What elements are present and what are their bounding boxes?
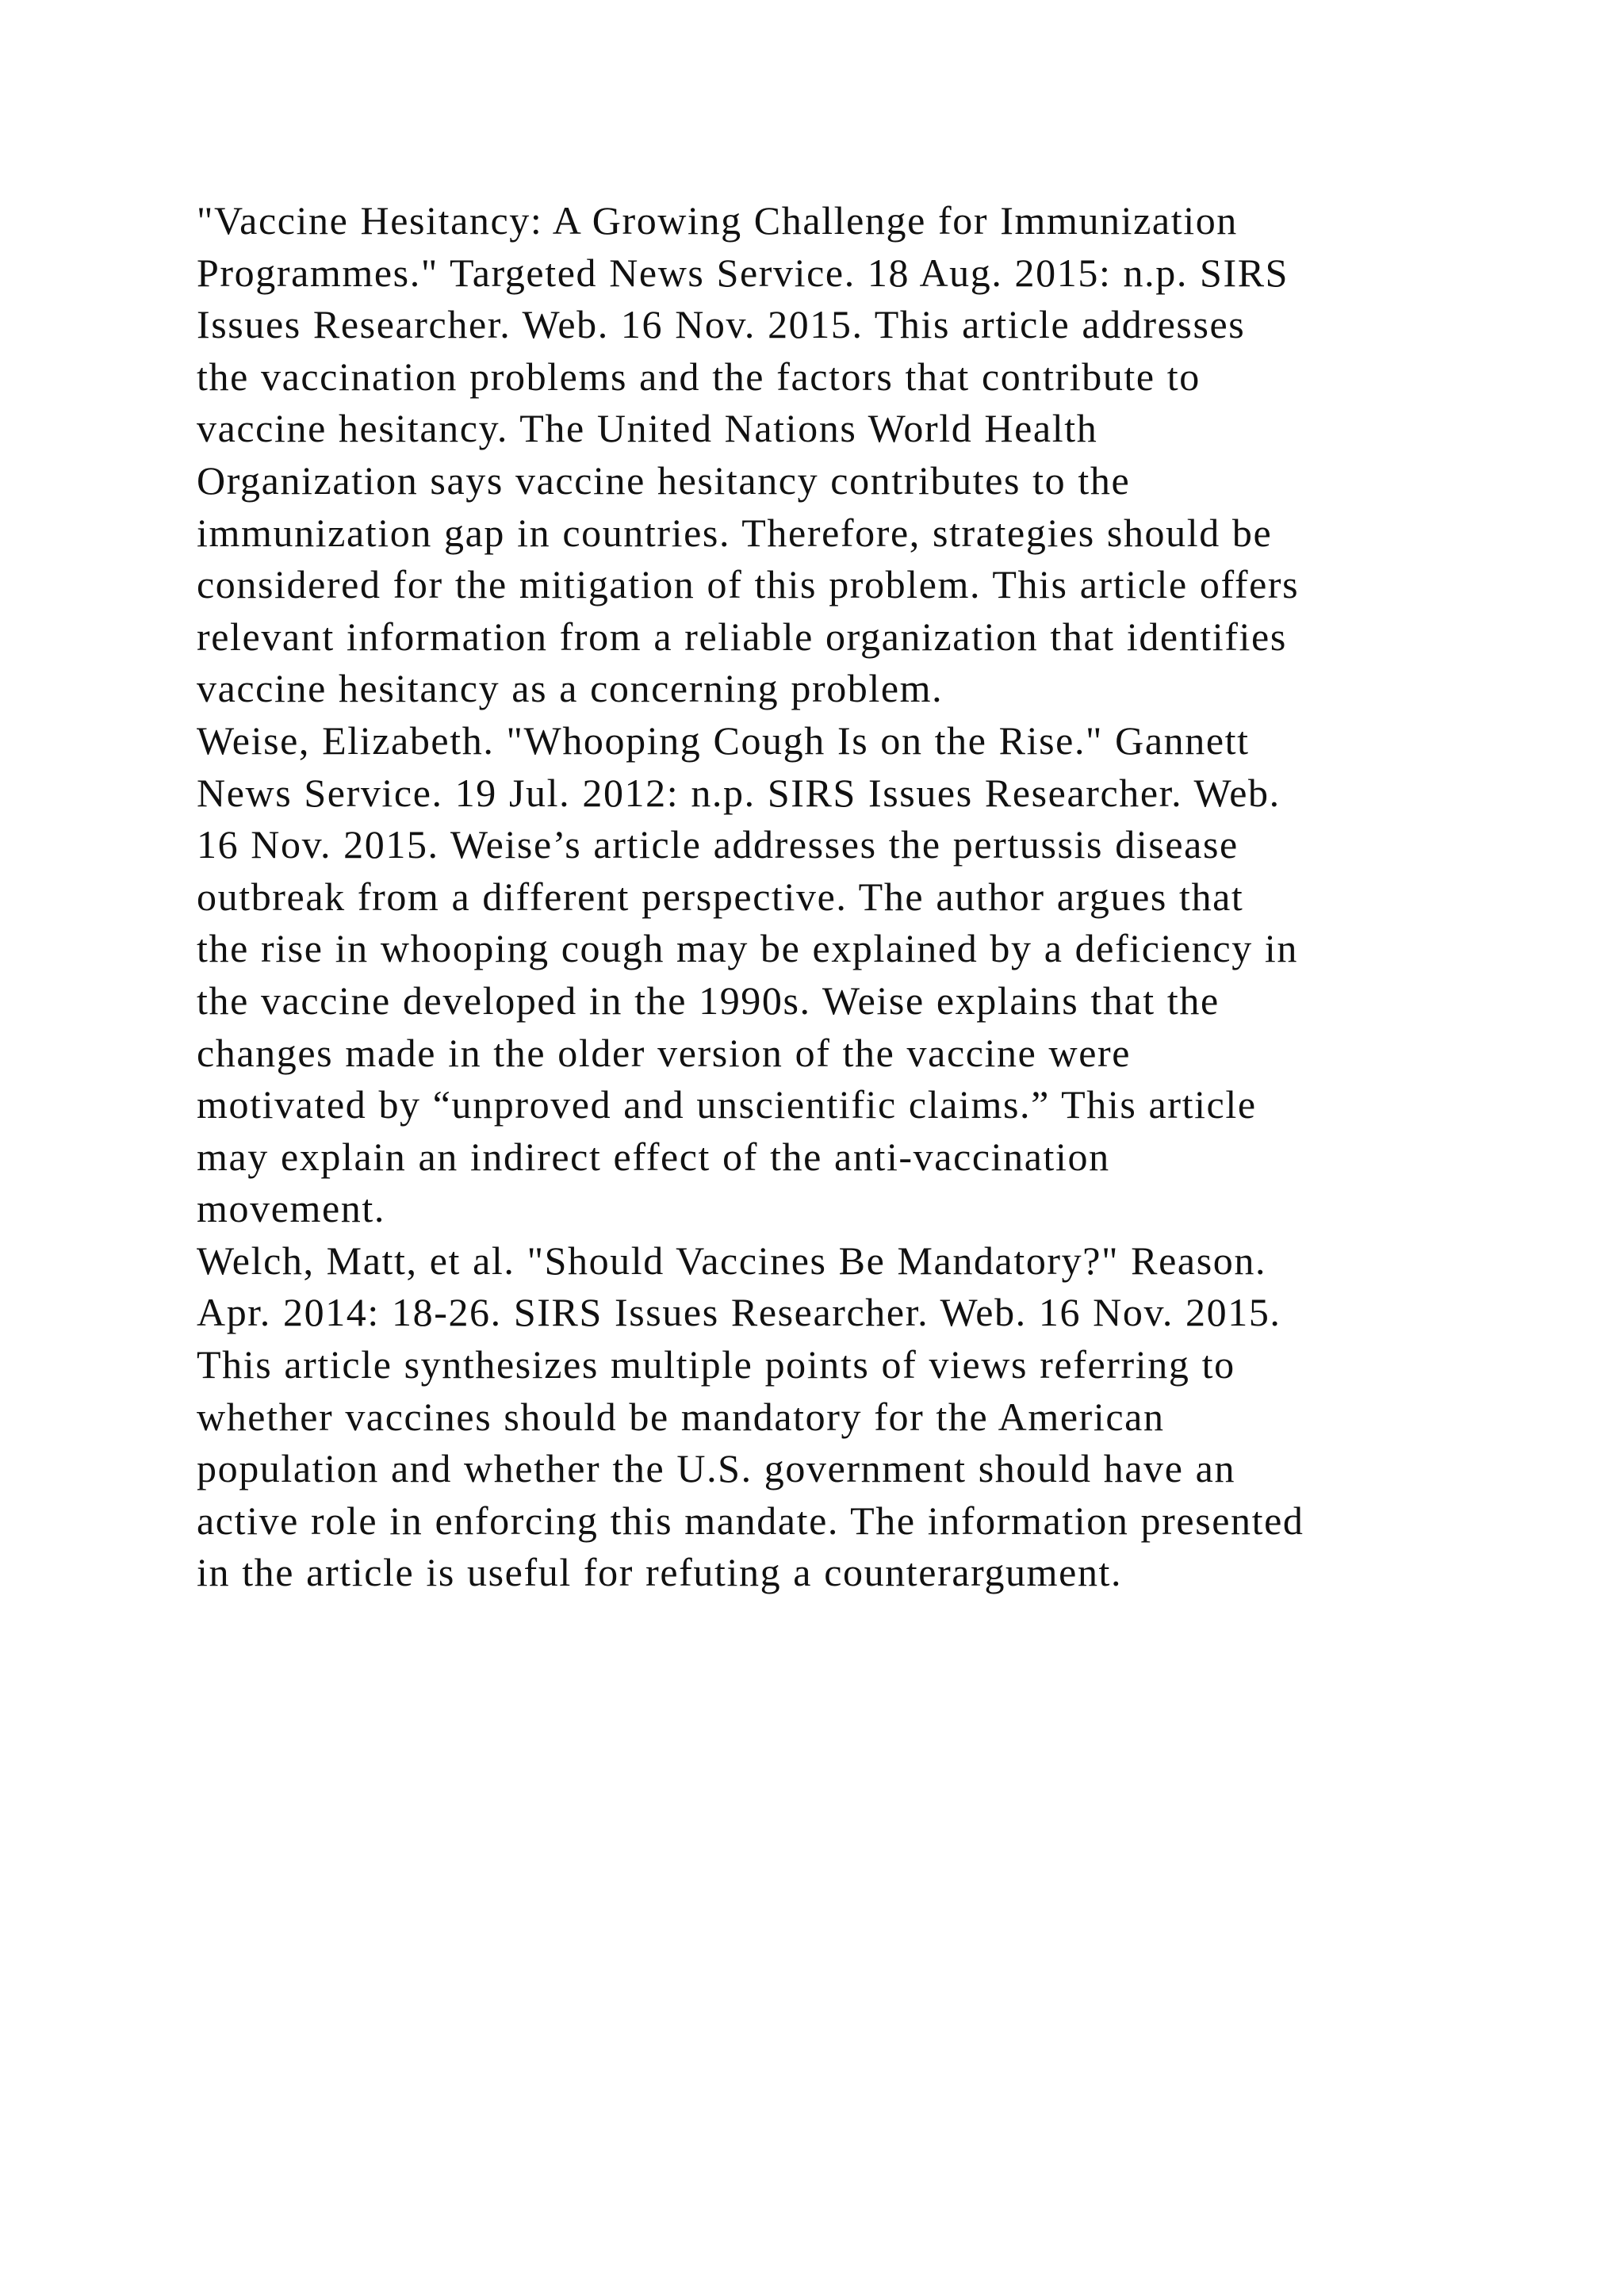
- text-line: Apr. 2014: 18-26. SIRS Issues Researcher. Web. 16 Nov. 2015.: [197, 1290, 1281, 1335]
- text-line: This article synthesizes multiple points of views referring to: [197, 1342, 1235, 1387]
- text-line: News Service. 19 Jul. 2012: n.p. SIRS Issues Researcher. Web.: [197, 770, 1281, 815]
- text-line: relevant information from a reliable organization that identifies: [197, 614, 1287, 659]
- text-line: the rise in whooping cough may be explained by a deficiency in: [197, 926, 1298, 971]
- text-line: Organization says vaccine hesitancy contributes to the: [197, 457, 1131, 503]
- text-line: Weise, Elizabeth. "Whooping Cough Is on the Rise." Gannett: [197, 718, 1250, 763]
- text-line: movement.: [197, 1186, 385, 1231]
- text-line: Issues Researcher. Web. 16 Nov. 2015. This article addresses: [197, 302, 1246, 347]
- text-line: the vaccine developed in the 1990s. Weise explains that the: [197, 978, 1220, 1023]
- text-line: considered for the mitigation of this problem. This article offers: [197, 562, 1300, 607]
- text-line: Programmes." Targeted News Service. 18 Aug. 2015: n.p. SIRS: [197, 250, 1289, 295]
- text-line: active role in enforcing this mandate. The information presented: [197, 1498, 1304, 1543]
- text-line: may explain an indirect effect of the anti-vaccination: [197, 1134, 1110, 1179]
- text-line: immunization gap in countries. Therefore, strategies should be: [197, 510, 1273, 555]
- text-line: in the article is useful for refuting a counterargument.: [197, 1550, 1123, 1595]
- text-line: population and whether the U.S. government should have an: [197, 1446, 1236, 1491]
- text-line: vaccine hesitancy as a concerning problem.: [197, 666, 944, 711]
- text-line: changes made in the older version of the vaccine were: [197, 1030, 1132, 1075]
- text-line: 16 Nov. 2015. Weise’s article addresses the pertussis disease: [197, 822, 1239, 867]
- text-line: "Vaccine Hesitancy: A Growing Challenge for Immunization: [197, 198, 1238, 243]
- text-line: whether vaccines should be mandatory for the American: [197, 1394, 1165, 1439]
- text-line: the vaccination problems and the factors that contribute to: [197, 354, 1201, 399]
- text-line: vaccine hesitancy. The United Nations World Health: [197, 406, 1098, 451]
- annotated-bibliography-text: [197, 195, 1434, 1599]
- text-line: Welch, Matt, et al. "Should Vaccines Be Mandatory?" Reason.: [197, 1238, 1267, 1283]
- text-line: motivated by “unproved and unscientific claims.” This article: [197, 1082, 1257, 1127]
- text-line: outbreak from a different perspective. The author argues that: [197, 874, 1244, 919]
